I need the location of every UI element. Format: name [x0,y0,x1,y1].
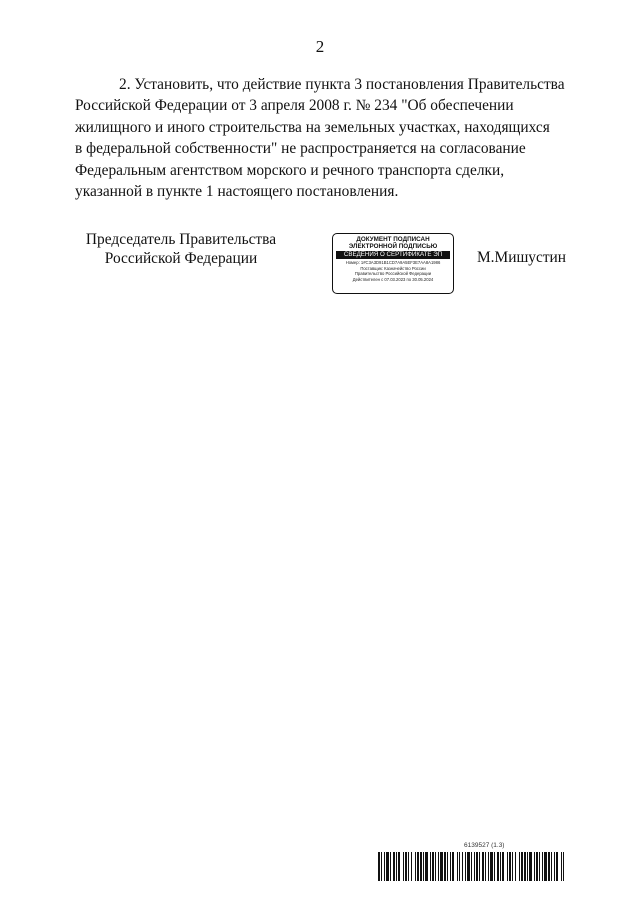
document-barcode-block [378,842,566,881]
paragraph-line: указанной в пункте 1 настоящего постановления. [75,183,399,201]
document-code: 6139527 (1.3) [464,842,505,849]
stamp-certificate-number: Номер: 1#C3A3D91B1CD7A9A5EF3E7AA8A1986 [345,260,441,265]
paragraph-line: в федеральной собственности" не распространяется на согласование [75,140,526,158]
signer-position-line: Председатель Правительства [85,231,277,248]
stamp-validity: Действителен с 07.03.2023 по 30.05.2024 [352,276,434,282]
page-number: 2 [315,37,325,56]
decree-paragraph [75,74,565,202]
barcode [378,852,566,881]
signer-position [76,230,286,268]
stamp-issuer: Поставщик: Казначейство России [360,265,426,271]
electronic-signature-stamp [332,233,454,294]
stamp-header-line: ЭЛЕКТРОННОЙ ПОДПИСЬЮ [348,243,438,250]
stamp-header-line: ДОКУМЕНТ ПОДПИСАН [356,236,430,243]
paragraph-line: Российской Федерации от 3 апреля 2008 г. № 234 "Об обеспечении [75,97,514,115]
barcode-stripe [563,852,564,881]
stamp-owner: Правительство Российской Федерации [354,271,432,277]
stamp-header [333,236,453,250]
signer-position-line: Российской Федерации [104,250,258,267]
paragraph-line: жилищного и иного строительства на земельных участках, находящихся [75,118,550,136]
paragraph-line: 2. Установить, что действие пункта 3 постановления Правительства [119,76,565,93]
stamp-certificate-bar: СВЕДЕНИЯ О СЕРТИФИКАТЕ ЭП [336,251,450,259]
paragraph-line: Федеральным агентством морского и речного транспорта сделки, [75,161,505,179]
signer-name: М.Мишустин [477,249,567,266]
